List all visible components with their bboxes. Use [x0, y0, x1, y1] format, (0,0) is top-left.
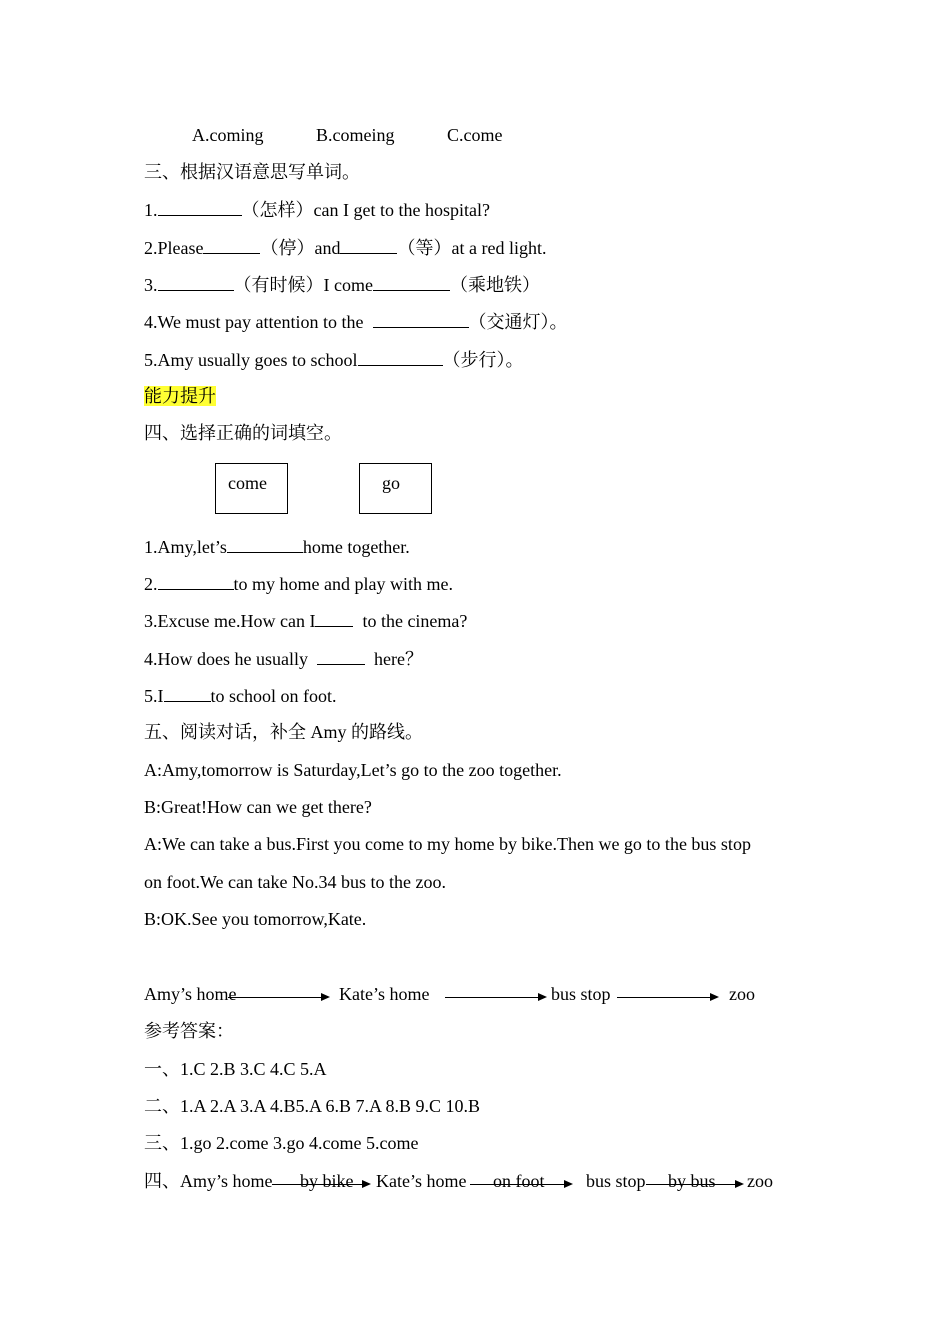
route-kates-home: Kate’s home: [339, 984, 430, 1004]
blank[interactable]: [164, 684, 211, 702]
blank[interactable]: [373, 273, 450, 291]
route-arrow: [617, 997, 717, 998]
answer4-by-bike: by bike: [300, 1171, 354, 1191]
s4-q2: 2. to my home and play with me.: [144, 574, 453, 594]
blank[interactable]: [373, 310, 469, 328]
section3-title: 三、根据汉语意思写单词。: [144, 162, 360, 182]
blank[interactable]: [203, 236, 260, 254]
answer-line: 三、1.go 2.come 3.go 4.come 5.come: [144, 1133, 419, 1153]
s4-q4: 4.How does he usually here？: [144, 649, 423, 669]
dialog-line: B:Great!How can we get there?: [144, 797, 372, 817]
section5-title: 五、阅读对话，补全 Amy 的路线。: [144, 722, 423, 742]
answer4-zoo: zoo: [747, 1171, 773, 1191]
answers-title: 参考答案：: [144, 1021, 234, 1041]
s4-q3: 3.Excuse me.How can I to the cinema?: [144, 611, 468, 631]
answer4-start: 四、Amy’s home: [144, 1171, 273, 1191]
blank[interactable]: [158, 273, 234, 291]
answer-line: 二、1.A 2.A 3.A 4.B5.A 6.B 7.A 8.B 9.C 10.B: [144, 1096, 481, 1116]
answer4-kates-home: Kate’s home: [376, 1171, 467, 1191]
s3-q3: 3. （有时候）I come （乘地铁）: [144, 275, 540, 295]
word-box-come: come: [215, 463, 288, 514]
route-amys-home: Amy’s home: [144, 984, 237, 1004]
ability-heading: 能力提升: [144, 386, 216, 406]
dialog-line: on foot.We can take No.34 bus to the zoo.: [144, 872, 446, 892]
blank[interactable]: [227, 535, 303, 553]
s3-q4: 4.We must pay attention to the （交通灯）。: [144, 312, 568, 332]
answer4-on-foot: on foot: [493, 1171, 545, 1191]
answer4-by-bus: by bus: [668, 1171, 716, 1191]
word-box-go: go: [359, 463, 432, 514]
option-c: C.come: [447, 125, 503, 145]
option-b: B.comeing: [316, 125, 395, 145]
route-arrow: [646, 1184, 742, 1185]
route-bus-stop: bus stop: [551, 984, 611, 1004]
blank[interactable]: [158, 198, 242, 216]
dialog-line: B:OK.See you tomorrow,Kate.: [144, 909, 367, 929]
s4-q5: 5.I to school on foot.: [144, 686, 337, 706]
route-zoo: zoo: [729, 984, 755, 1004]
s3-q1: 1. （怎样）can I get to the hospital?: [144, 200, 490, 220]
dialog-line: A:We can take a bus.First you come to my home by bike.Then we go to the bus stop: [144, 834, 751, 854]
s3-q5: 5.Amy usually goes to school （步行）。: [144, 350, 524, 370]
route-arrow: [228, 997, 328, 998]
route-arrow: [272, 1184, 369, 1185]
s3-q2: 2.Please （停）and （等）at a red light.: [144, 238, 547, 258]
answer-line: 一、1.C 2.B 3.C 4.C 5.A: [144, 1059, 327, 1079]
route-arrow: [445, 997, 545, 998]
section4-title: 四、选择正确的词填空。: [144, 423, 342, 443]
blank[interactable]: [358, 348, 443, 366]
dialog-line: A:Amy,tomorrow is Saturday,Let’s go to the zoo together.: [144, 760, 562, 780]
blank[interactable]: [158, 572, 234, 590]
option-a: A.coming: [192, 125, 264, 145]
route-arrow: [470, 1184, 571, 1185]
blank[interactable]: [315, 609, 353, 627]
answer4-bus-stop: bus stop: [586, 1171, 646, 1191]
s4-q1: 1.Amy,let’s home together.: [144, 537, 410, 557]
blank[interactable]: [317, 647, 365, 665]
blank[interactable]: [340, 236, 397, 254]
